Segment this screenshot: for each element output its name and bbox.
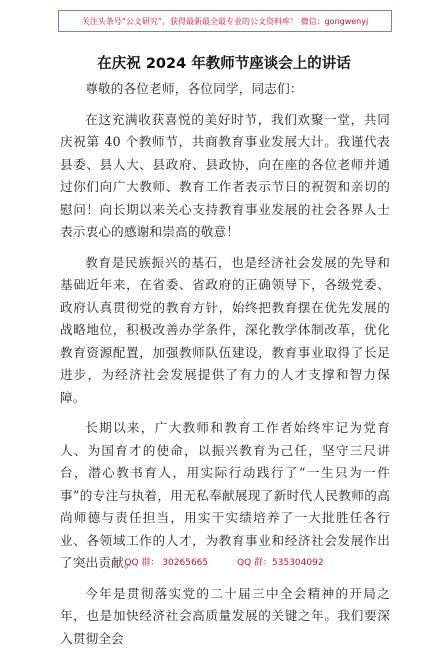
paragraph: 在这充满收获喜悦的美好时节，我们欢聚一堂，共同庆祝第 40 个教师节，共商教育事业发展大计。我谨代表县委、县人大、县政府、县政协，向在座的各位老师并通过你们向广大教师、教育工作者表示节日的祝贺和亲切的慰问！向长期以来关心支持教育事业发展的社会各界人士表示衷心的感谢和崇高的敬意！ (60, 109, 390, 244)
footer-qq-group-2: QQ 群：535304092 (237, 558, 324, 568)
footer-contact (0, 555, 448, 568)
footer-qq-group-1: QQ 群： 30265665 (124, 558, 208, 568)
paragraph: 今年是贯彻落实党的二十届三中全会精神的开局之年，也是加快经济社会高质量发展的关键之年。我们要深入贯彻全会 (60, 583, 390, 650)
header-banner (58, 10, 392, 32)
paragraph: 教育是民族振兴的基石，也是经济社会发展的先导和基础近年来，在省委、省政府的正确领导下，各级党委、政府认真贯彻党的教育方针，始终把教育摆在优先发展的战略地位，积极改善办学条件，深化教学体制改革，优化教育资源配置，加强教师队伍建设，教育事业取得了长足进步，为经济社会发展提供了有力的人才支撑和智力保障。 (60, 252, 390, 410)
salutation: 尊敬的各位老师，各位同学，同志们： (60, 78, 390, 101)
header-banner-text: 关注头条号“公文研究”，获得最新最全最专业的公文资料库！ 微信：gongwenyj (82, 16, 368, 27)
paragraph: 长期以来，广大教师和教育工作者始终牢记为党育人、为国育才的使命，以振兴教育为己任，坚守三尺讲台，潜心教书育人，用实际行动践行了“一生只为一件事”的专注与执着，用无私奉献展现了新时代人民教师的高尚师德与责任担当，用实干实绩培养了一大批胜任各行业、各领域工作的人才，为教育事业和经济社会发展作出了突出贡献。 (60, 417, 390, 575)
document-title: 在庆祝 2024 年教师节座谈会上的讲话 (0, 52, 448, 73)
